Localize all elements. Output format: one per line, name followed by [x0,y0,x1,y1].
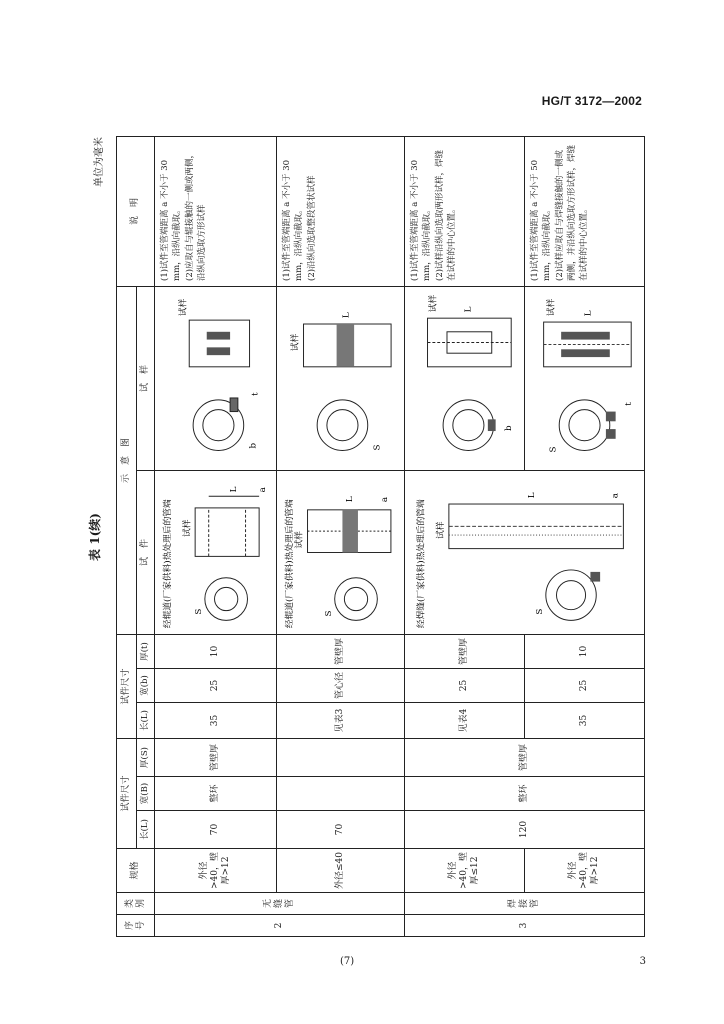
label-l-2: L [463,306,474,313]
label-s: S [323,610,334,617]
pipe-sketch-tube [278,473,403,632]
specimen-sketch-cell [277,286,405,470]
pipe-sketch-cell [405,471,645,635]
specimen-sketch [278,289,403,468]
header-notes: 说 明 [117,136,155,286]
cell-pipe-width [277,777,405,811]
header-specimen-part: 试 样 [137,286,155,470]
table-row [155,136,277,936]
label-specimen: 试样 [294,531,305,549]
label-specimen: 试样 [182,519,193,537]
row-spec: 外径>40，壁厚≤12 [405,849,525,893]
header-diagram: 示 意 图 [117,286,137,634]
cell-pipe-thickness: 管壁厚 [155,739,277,777]
row-note: (1)试件至管端距离 a 不小于 30 mm，沿纵向截取。 (2)应取自与辊接触的一侧或两侧，沿纵向选取方形试样 [155,136,277,286]
label-s-2: S [372,444,383,451]
cell-spec-length: 见表3 [277,703,405,739]
cell-spec-thickness: 管壁厚 [405,635,525,669]
specimen-sketch-cell [155,286,277,470]
cell-pipe-length: 70 [155,811,277,849]
row-spec: 外径>40，壁厚>12 [525,849,645,893]
sketch-caption: 经辊道(厂家供料)热处理后的管端 [162,499,173,629]
cell-pipe-length: 70 [277,811,405,849]
specimen-sketch [156,289,275,468]
sketch-caption: 经焊缝(厂家供料)热处理后的管端 [416,499,427,629]
cell-pipe-thickness: 管壁厚 [405,739,645,777]
sketch-caption: 经辊道(厂家供料)热处理后的管端 [285,499,296,629]
pipe-sketch-welded [406,473,643,632]
label-b: b [504,425,515,432]
label-a: a [380,496,391,503]
standard-number: HG/T 3172—2002 [541,94,642,108]
label-t: t [250,392,261,397]
header-specimen-size: 试件尺寸 [117,635,137,739]
header-length: 长(L) [137,811,155,849]
label-l: L [583,310,594,317]
label-b: b [248,442,259,449]
specimen-sketch [526,289,643,468]
label-specimen: 试样 [436,521,447,539]
table-row [405,136,525,936]
table-row [277,136,405,936]
specimen-sketch [406,289,523,468]
row-category: 焊接管 [405,893,645,915]
table-title: 表 1(续) [88,513,102,561]
label-a: a [610,493,621,499]
header-width: 宽(B) [137,777,155,811]
header-seq: 序号 [117,915,155,937]
label-l: L [527,492,538,499]
header-width-2: 宽(b) [137,669,155,703]
pipe-sketch-cell [277,471,405,635]
cell-pipe-width: 整环 [405,777,645,811]
cell-spec-thickness: 管壁厚 [277,635,405,669]
label-specimen-2: 试样 [178,298,189,317]
cell-spec-thickness: 10 [525,635,645,669]
header-thickness: 厚(S) [137,739,155,777]
label-t: t [624,402,635,406]
row-category: 无缝管 [155,893,405,915]
cell-spec-width: 25 [405,669,525,703]
cell-pipe-thickness [277,739,405,777]
rotated-table-sheet [88,137,644,937]
header-pipe-part: 试 件 [137,471,155,635]
cell-pipe-width: 整环 [155,777,277,811]
cell-spec-length: 35 [155,703,277,739]
unit-note: 单位为毫米 [94,137,105,187]
header-category: 类别 [117,893,155,915]
row-seq: 3 [405,915,645,937]
page-number: 3 [639,956,646,967]
label-s: S [548,446,559,453]
row-spec: 外径>40，壁厚>12 [155,849,277,893]
cell-spec-length: 见表4 [405,703,525,739]
label-a: a [257,487,268,493]
cell-spec-width: 25 [525,669,645,703]
label-specimen-2: 试样 [428,294,439,313]
label-specimen-2: 试样 [290,333,301,352]
header-thickness-2: 厚(t) [137,635,155,669]
cell-spec-width: 25 [155,669,277,703]
header-length-2: 长(L) [137,703,155,739]
row-note: (1)试件至管端距离 a 不小于 30 mm，沿纵向截取。 (2)试样沿纵向选取两形试样，焊缝在试样的中心位置。 [405,136,525,286]
header-pipe-size: 试件尺寸 [117,739,137,849]
label-l: L [345,496,356,503]
specimen-table [116,136,645,937]
label-l: L [228,486,239,493]
specimen-sketch-cell [405,286,525,470]
row-note: (1)试件至管端距离 a 不小于 30 mm，沿纵向截取。 (2)沿纵向选取整段管状试样 [277,136,405,286]
cell-spec-length: 35 [525,703,645,739]
cell-spec-width: 管心径 [277,669,405,703]
row-note: (1)试件至管端距离 a 不小于 50 mm，沿纵向截取。 (2)试样应取自与焊缝接触的一侧或两侧，并沿纵向选取方形试样，焊缝在试样的中心位置。 [525,136,645,286]
center-page-number: (7) [340,956,355,967]
pipe-sketch-cell [155,471,277,635]
label-specimen: 试样 [546,298,557,317]
row-seq: 2 [155,915,405,937]
specimen-sketch-cell [525,286,645,470]
label-l-2: L [341,312,352,319]
pipe-sketch-ring [156,473,275,632]
label-s: S [193,608,204,615]
row-spec: 外径≤40 [277,849,405,893]
cell-spec-thickness: 10 [155,635,277,669]
cell-pipe-length: 120 [405,811,645,849]
label-s: S [534,608,545,615]
header-spec: 规格 [117,849,155,893]
